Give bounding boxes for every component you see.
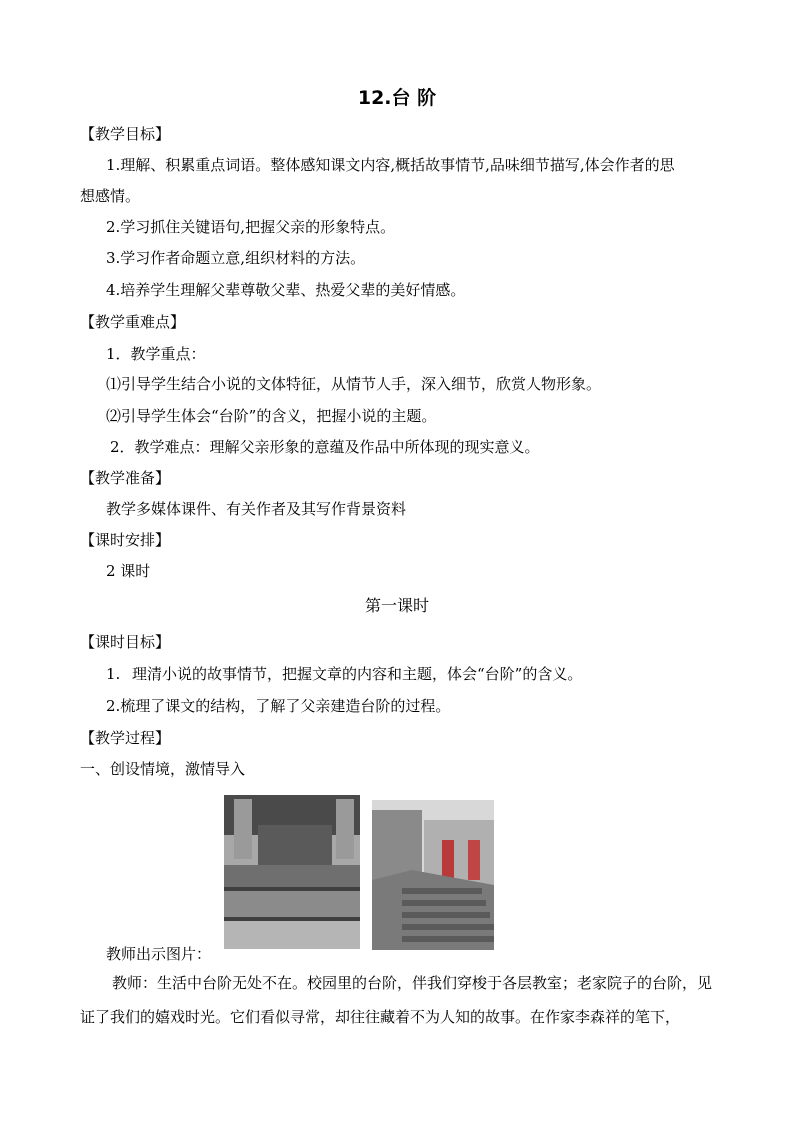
teacher-paragraph: 教师：生活中台阶无处不在。校园里的台阶，伴我们穿梭于各层教室；老家院子的台阶，见证了我们的嬉戏时光。它们看似寻常，却往往藏着不为人知的故事。在作家李森祥的笔下， <box>80 974 713 1026</box>
goal-2: 2.学习抓住关键语句,把握父亲的形象特点。 <box>106 218 396 236</box>
process-heading: 【教学过程】 <box>80 729 171 747</box>
key-point-1a: ⑴引导学生结合小说的文体特征，从情节人手，深入细节，欣赏人物形象。 <box>106 375 602 393</box>
goal-3: 3.学习作者命题立意,组织材料的方法。 <box>106 249 366 267</box>
key-point-2: 2．教学难点：理解父亲形象的意蕴及作品中所体现的现实意义。 <box>110 438 540 456</box>
goal-4: 4.培养学生理解父辈尊敬父辈、热爱父辈的美好情感。 <box>106 281 466 299</box>
schedule-heading: 【课时安排】 <box>80 531 171 549</box>
goal-1-line2: 想感情。 <box>80 187 141 205</box>
page-title: 12.台 阶 <box>357 87 437 109</box>
schedule-text: 2 课时 <box>106 562 151 580</box>
goals-heading: 【教学目标】 <box>80 125 171 143</box>
stone-steps-photo <box>224 795 360 949</box>
key-heading: 【教学重难点】 <box>80 313 186 331</box>
step-1: 一、创设情境，激情导入 <box>80 760 246 778</box>
show-pictures-label: 教师出示图片： <box>106 945 212 963</box>
lesson-goal-2: 2.梳理了课文的结构，了解了父亲建造台阶的过程。 <box>106 697 451 715</box>
prep-text: 教学多媒体课件、有关作者及其写作背景资料 <box>106 500 407 518</box>
goal-1-line1: 1.理解、积累重点词语。整体感知课文内容,概括故事情节,品味细节描写,体会作者的思 <box>106 156 675 174</box>
key-point-1b: ⑵引导学生体会“台阶”的含义，把握小说的主题。 <box>106 407 437 425</box>
lesson-goals-heading: 【课时目标】 <box>80 633 171 651</box>
lesson-goal-1-text: 理清小说的故事情节，把握文章的内容和主题，体会“台阶”的含义。 <box>132 665 583 683</box>
key-point-1: 1．教学重点： <box>106 345 206 363</box>
alley-steps-photo <box>372 800 494 950</box>
lesson-goal-1-number: 1. <box>106 665 121 683</box>
prep-heading: 【教学准备】 <box>80 469 171 487</box>
lesson-title: 第一课时 <box>364 596 429 615</box>
